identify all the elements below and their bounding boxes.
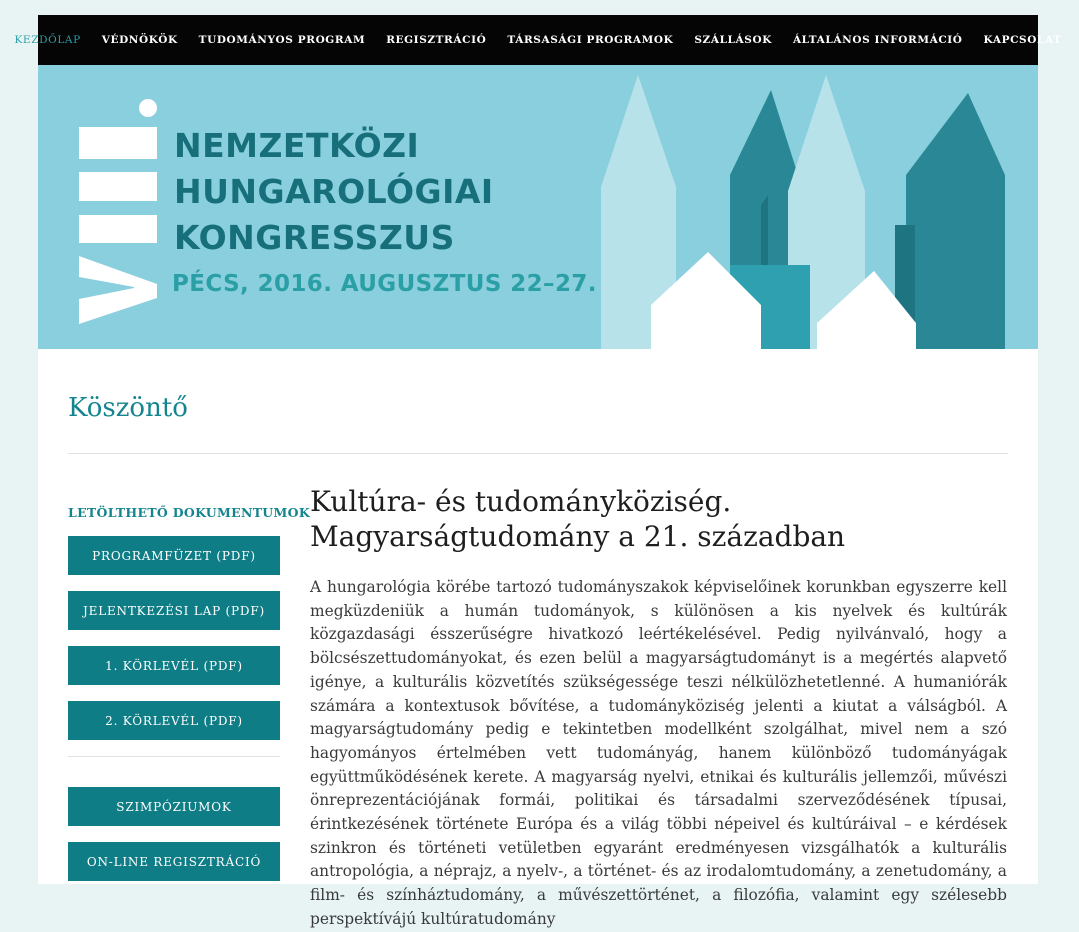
- article-heading: [310, 484, 1007, 554]
- banner-title: NEMZETKÖZI HUNGAROLÓGIAI KONGRESSZUS: [174, 126, 494, 257]
- nav-kapcsolat[interactable]: KAPCSOLAT: [983, 34, 1062, 46]
- online-registration-button[interactable]: ON-LINE REGISZTRÁCIÓ: [68, 842, 280, 881]
- korlevel-1-pdf-button[interactable]: 1. KÖRLEVÉL (PDF): [68, 646, 280, 685]
- banner-date: PÉCS, 2016. AUGUSZTUS 22–27.: [172, 271, 597, 297]
- sidebar-divider: [68, 756, 280, 757]
- article-body: A hungarológia körébe tartozó tudományszakok képviselőinek korunkban egyszerre kell megküzdeniük a humán tudományok, s különösen a kis nyelvek és kultúrák közgazdasági ésszerűségre hivatkozó leértékelésével. Pedig nyilvánvaló, hogy a bölcsészettudományokat, és ezen belül a magyarságtudományt is a megértés alapvető igénye, a kulturális közvetítés szükségessége teszi nélkülözhetetlenné. A humaniórák számára a kontextusok bővítése, a tudományköziség jelenti a kiutat a válságból. A magyarságtudomány pedig e tekintetben modellként szolgálhat, mivel nem a szó hagyományos értelmében vett tudományág, hanem különböző tudományágak együttműködésének kerete. A magyarság nyelvi, etnikai és kulturális jellemzői, művészi önreprezentációjának formái, politikai és társadalmi szerveződésének típusai, érintkezésének története Európa és a világ többi népeivel és kultúráival – e kérdések szinkron és történeti vetületben egyaránt eredményesen vizsgálhatók a kulturális antropológia, a néprajz, a nyelv-, a történet- és az irodalomtudomány, a zenetudomány, a film- és színháztudomány, a művészettörténet, a filozófia, valamint egy szélesebb perspektívájú kultúratudomány: [310, 578, 1007, 928]
- header-banner: [38, 65, 1038, 349]
- nav-altalanos-informacio[interactable]: ÁLTALÁNOS INFORMÁCIÓ: [792, 34, 963, 46]
- article-heading-line1: Kultúra- és tudományköziség.: [310, 485, 732, 518]
- downloads-heading: LETÖLTHETŐ DOKUMENTUMOK: [68, 505, 310, 520]
- programfuzet-pdf-button[interactable]: PROGRAMFÜZET (PDF): [68, 536, 280, 575]
- top-navigation: [14, 15, 1062, 65]
- jelentkezesi-lap-pdf-button[interactable]: JELENTKEZÉSI LAP (PDF): [68, 591, 280, 630]
- cathedral-towers: [601, 75, 1005, 349]
- sidebar: [68, 505, 310, 897]
- welcome-article: [310, 484, 1007, 932]
- title-divider: [68, 453, 1008, 454]
- korlevel-2-pdf-button[interactable]: 2. KÖRLEVÉL (PDF): [68, 701, 280, 740]
- roman-numeral-logo: [79, 99, 157, 324]
- nav-szallasok[interactable]: SZÁLLÁSOK: [694, 34, 772, 46]
- page: [14, 15, 1062, 928]
- page-title: Köszöntő: [68, 393, 188, 423]
- nav-vednokok[interactable]: VÉDNÖKÖK: [101, 34, 178, 46]
- nav-tudomanyos-program[interactable]: TUDOMÁNYOS PROGRAM: [198, 34, 366, 46]
- szimpoziumok-button[interactable]: SZIMPÓZIUMOK: [68, 787, 280, 826]
- nav-regisztracio[interactable]: REGISZTRÁCIÓ: [386, 34, 487, 46]
- article-heading-line2: Magyarságtudomány a 21. században: [310, 520, 846, 553]
- nav-tarsasagi-programok[interactable]: TÁRSASÁGI PROGRAMOK: [507, 34, 674, 46]
- nav-kezdolap[interactable]: KEZDŐLAP: [14, 34, 81, 46]
